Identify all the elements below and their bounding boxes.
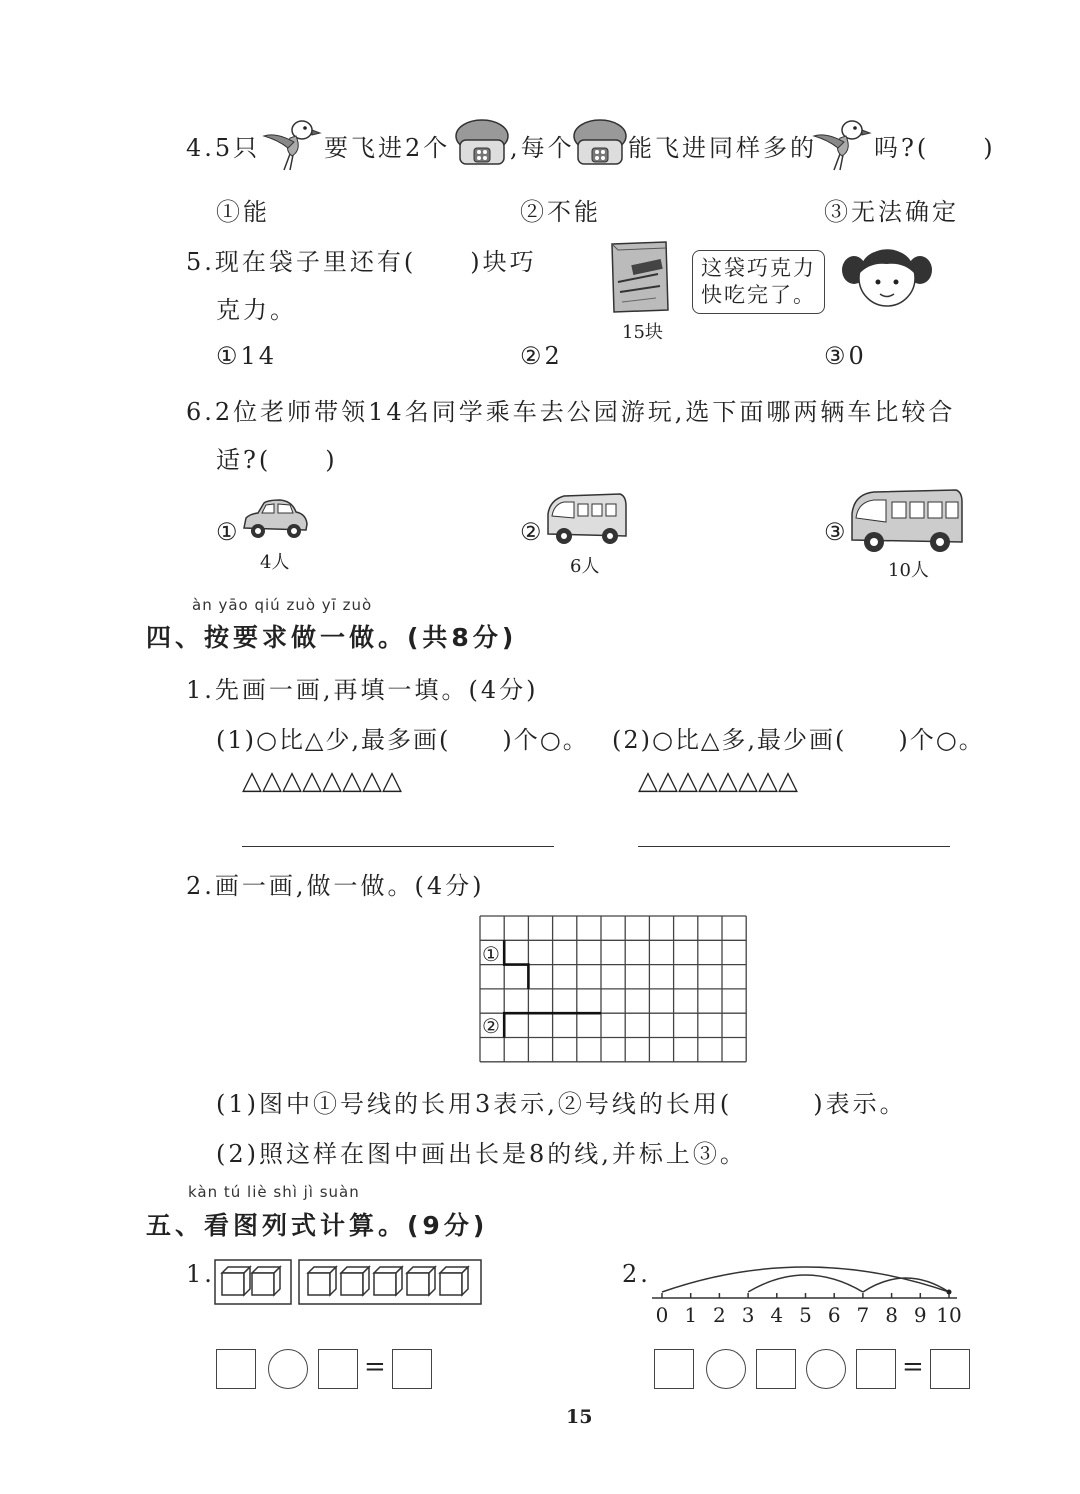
line-1-path: [504, 940, 528, 989]
q5-option-3: ③0: [824, 342, 867, 370]
cube-front: [407, 1273, 429, 1295]
number-line-label: 2: [713, 1303, 726, 1327]
eq1-box-2[interactable]: [318, 1349, 358, 1389]
q4-text-c: ,每个: [510, 134, 575, 162]
arc-0-to-10: [662, 1267, 949, 1292]
bus-icon: [848, 488, 964, 554]
cube-front: [440, 1273, 462, 1295]
answer-line-left: [242, 846, 554, 847]
car-2-mark: ②: [520, 518, 545, 546]
q4-option-2: ②不能: [520, 198, 601, 226]
section-5-pinyin: kàn tú liè shì jì suàn: [188, 1183, 360, 1201]
drawing-grid: [479, 915, 749, 1065]
q4-text-b: 要飞进2个: [324, 134, 451, 162]
sec4-q1-part2: (2)○比△多,最少画( )个○。: [612, 726, 985, 754]
q4-text-e: 吗?( ): [874, 134, 996, 162]
number-line-label: 9: [913, 1303, 927, 1327]
q6-line-2: 适?( ): [216, 446, 338, 474]
section-5-title: 五、看图列式计算。(9分): [146, 1211, 489, 1240]
cube-side: [330, 1267, 336, 1295]
triangles-right: △△△△△△△△: [638, 766, 798, 796]
eq1-box-result[interactable]: [392, 1349, 432, 1389]
sec4-q1-part1: (1)○比△少,最多画( )个○。: [216, 726, 589, 754]
house-icon: [454, 118, 510, 168]
car-3-label: 10人: [888, 560, 929, 581]
q5-line-2: 克力。: [216, 296, 297, 324]
number-line-label: 8: [885, 1303, 898, 1327]
bubble-line-2: 快吃完了。: [701, 283, 816, 307]
number-line-label: 0: [655, 1303, 669, 1327]
eq2-box-1[interactable]: [654, 1349, 694, 1389]
number-line-label: 5: [799, 1303, 812, 1327]
sec5-q2-label: 2.: [622, 1260, 651, 1288]
car-3-mark: ③: [824, 518, 849, 546]
number-line-label: 10: [936, 1303, 962, 1327]
sec4-q1-title: 1.先画一画,再填一填。(4分): [186, 676, 539, 704]
bird-icon: [262, 114, 322, 172]
arc-end-dot: [947, 1290, 952, 1295]
q5-option-1: ①14: [216, 342, 278, 370]
cube-side: [363, 1267, 369, 1295]
cube-front: [374, 1273, 396, 1295]
cube-group-small: [214, 1259, 292, 1305]
car-1-mark: ①: [216, 518, 241, 546]
eq2-equals: =: [902, 1352, 924, 1382]
car-1-label: 4人: [260, 552, 290, 573]
bag-label: 15块: [622, 322, 663, 343]
section-4-pinyin: àn yāo qiú zuò yī zuò: [192, 596, 373, 614]
cube-front: [341, 1273, 363, 1295]
sec4-q2-part1: (1)图中①号线的长用3表示,②号线的长用( )表示。: [216, 1090, 907, 1118]
cube-side: [396, 1267, 402, 1295]
q4-option-1: ①能: [216, 198, 270, 226]
car-icon: [240, 498, 310, 542]
eq2-operator-circle-2[interactable]: [806, 1349, 846, 1389]
eq1-equals: =: [364, 1352, 386, 1382]
grid-mark-2: ②: [482, 1014, 500, 1038]
cube-side: [429, 1267, 435, 1295]
q5-line-1: 5.现在袋子里还有( )块巧: [186, 248, 537, 276]
girl-icon: [842, 244, 932, 314]
q5-option-2: ②2: [520, 342, 563, 370]
triangles-left: △△△△△△△△: [242, 766, 402, 796]
house-icon-2: [572, 118, 628, 168]
page-number: 15: [566, 1406, 593, 1428]
chocolate-bag-icon: [608, 240, 672, 314]
eq2-box-result[interactable]: [930, 1349, 970, 1389]
number-line: [642, 1256, 962, 1336]
bird-icon-2: [812, 114, 872, 172]
sec4-q2-part2: (2)照这样在图中画出长是8的线,并标上③。: [216, 1140, 747, 1168]
cube-side: [462, 1267, 468, 1295]
minivan-icon: [544, 492, 628, 548]
cube-group-large: [298, 1259, 482, 1305]
q4-option-3: ③无法确定: [824, 198, 959, 226]
eq2-box-3[interactable]: [856, 1349, 896, 1389]
q4-text-a: 4.5只: [186, 134, 261, 162]
bubble-line-1: 这袋巧克力: [701, 256, 816, 280]
eq1-box-1[interactable]: [216, 1349, 256, 1389]
grid-mark-1: ①: [482, 942, 500, 966]
sec4-q2-title: 2.画一画,做一做。(4分): [186, 872, 485, 900]
number-line-label: 1: [684, 1303, 698, 1327]
eq2-box-2[interactable]: [756, 1349, 796, 1389]
number-line-label: 6: [827, 1303, 841, 1327]
section-4-title: 四、按要求做一做。(共8分): [146, 623, 518, 652]
speech-bubble: [692, 250, 825, 314]
arc-3-to-7: [748, 1275, 863, 1292]
eq2-operator-circle-1[interactable]: [706, 1349, 746, 1389]
arc-7-to-10: [863, 1278, 949, 1292]
q4-text-d: 能飞进同样多的: [628, 134, 817, 162]
eq1-operator-circle[interactable]: [268, 1349, 308, 1389]
answer-line-right: [638, 846, 950, 847]
sec5-q1-label: 1.: [186, 1260, 215, 1288]
car-2-label: 6人: [570, 556, 600, 577]
cube-front: [308, 1273, 330, 1295]
number-line-label: 7: [856, 1303, 870, 1327]
q6-line-1: 6.2位老师带领14名同学乘车去公园游玩,选下面哪两辆车比较合: [186, 398, 956, 426]
number-line-label: 4: [770, 1303, 784, 1327]
number-line-label: 3: [741, 1303, 755, 1327]
